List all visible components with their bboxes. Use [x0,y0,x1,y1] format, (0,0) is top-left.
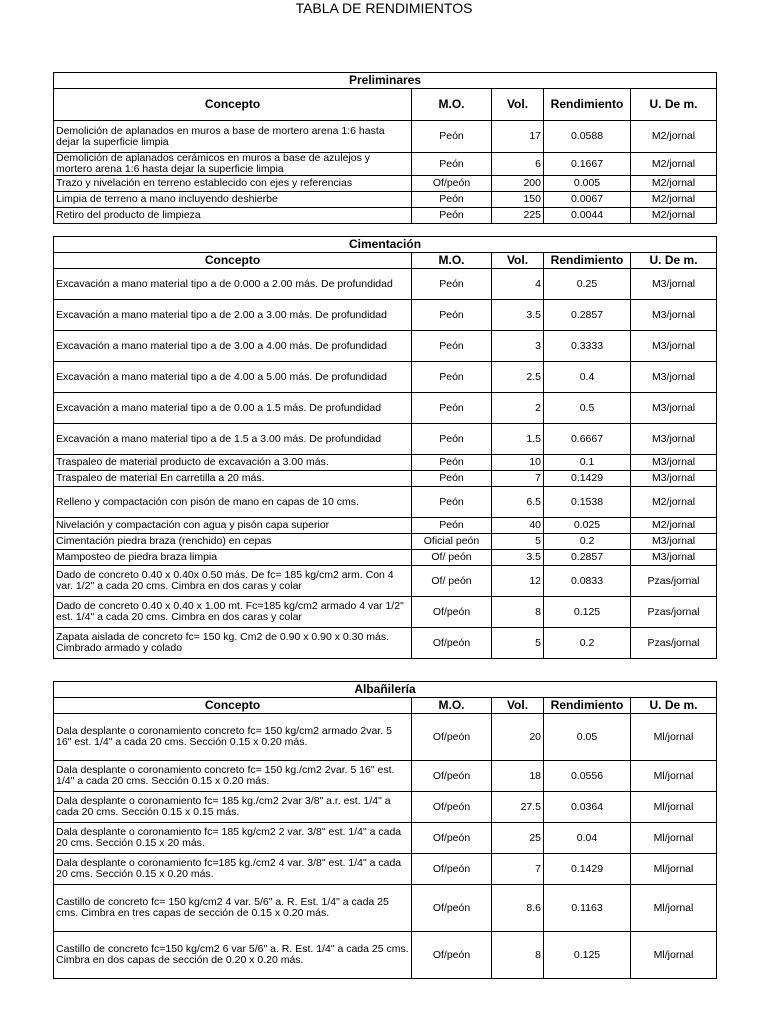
table-row [54,176,717,192]
concepto-cell: Zapata aislada de concreto fc= 150 kg. Cm2 de 0.90 x 0.90 x 0.30 más. Cimbrado armado y colado [54,628,412,659]
concepto-cell: Traspaleo de material En carretilla a 20 más. [54,471,412,487]
table-row [54,566,717,597]
um-cell: M3/jornal [631,550,717,566]
vol-cell: 3.5 [492,550,544,566]
um-cell: M3/jornal [631,455,717,471]
concepto-cell: Excavación a mano material tipo a de 2.00 a 3.00 más. De profundidad [54,300,412,331]
table-row [54,393,717,424]
um-cell: Ml/jornal [631,761,717,792]
concepto-cell: Dala desplante o coronamiento fc= 185 kg/cm2 2 var. 3/8" est. 1/4" a cada 20 cms. Sección 0.15 x 20 más. [54,823,412,854]
um-cell: Ml/jornal [631,885,717,932]
rendimiento-cell: 0.0044 [544,208,631,224]
header-concepto: Concepto [54,253,412,269]
header-mo: M.O. [412,89,492,121]
header-vol: Vol. [492,253,544,269]
table-row [54,597,717,628]
vol-cell: 12 [492,566,544,597]
concepto-cell: Dado de concreto 0.40 x 0.40x 0.50 más. De fc= 185 kg/cm2 arm. Con 4 var. 1/2" a cada 20 cms. Cimbra en dos caras y colar [54,566,412,597]
vol-cell: 2 [492,393,544,424]
table-row [54,121,717,153]
table-row [54,424,717,455]
vol-cell: 8.6 [492,885,544,932]
rendimiento-cell: 0.2857 [544,550,631,566]
mo-cell: Peón [412,300,492,331]
vol-cell: 3 [492,331,544,362]
section-title: Cimentación [54,237,717,253]
um-cell: Ml/jornal [631,823,717,854]
concepto-cell: Excavación a mano material tipo a de 1.5 a 3.00 más. De profundidad [54,424,412,455]
concepto-cell: Demolición de aplanados en muros a base de mortero arena 1:6 hasta dejar la superficie limpia [54,121,412,153]
header-vol: Vol. [492,89,544,121]
concepto-cell: Dala desplante o coronamiento concreto fc= 150 kg./cm2 2var. 5 16" est. 1/4" a cada 20 cms. Sección 0.15 x 0.20 más. [54,761,412,792]
rendimiento-cell: 0.1163 [544,885,631,932]
header-rendimiento: Rendimiento [544,89,631,121]
mo-cell: Peón [412,269,492,300]
header-rendimiento: Rendimiento [544,253,631,269]
table-row [54,761,717,792]
rendimiento-cell: 0.125 [544,932,631,979]
um-cell: M2/jornal [631,208,717,224]
mo-cell: Oficial peón [412,534,492,550]
um-cell: Ml/jornal [631,932,717,979]
vol-cell: 4 [492,269,544,300]
mo-cell: Peón [412,424,492,455]
um-cell: Pzas/jornal [631,628,717,659]
concepto-cell: Castillo de concreto fc= 150 kg/cm2 4 var. 5/6" a. R. Est. 1/4" a cada 25 cms. Cimbra en tres capas de sección de 0.15 x 0.20 más. [54,885,412,932]
rendimiento-cell: 0.6667 [544,424,631,455]
um-cell: M3/jornal [631,534,717,550]
mo-cell: Peón [412,153,492,176]
um-cell: M3/jornal [631,331,717,362]
rendimiento-cell: 0.0364 [544,792,631,823]
rendimiento-cell: 0.125 [544,597,631,628]
concepto-cell: Limpia de terreno a mano incluyendo deshierbe [54,192,412,208]
um-cell: Ml/jornal [631,854,717,885]
vol-cell: 5 [492,628,544,659]
table-row [54,932,717,979]
concepto-cell: Dala desplante o coronamiento fc=185 kg./cm2 4 var. 3/8" est. 1/4" a cada 20 cms. Sección 0.15 x 0.20 más. [54,854,412,885]
rendimiento-cell: 0.4 [544,362,631,393]
rendimiento-cell: 0.2 [544,534,631,550]
um-cell: M3/jornal [631,471,717,487]
table-row [54,792,717,823]
rendimiento-cell: 0.05 [544,714,631,761]
table-row [54,885,717,932]
mo-cell: Of/peón [412,932,492,979]
header-concepto: Concepto [54,89,412,121]
header-vol: Vol. [492,698,544,714]
header-concepto: Concepto [54,698,412,714]
vol-cell: 5 [492,534,544,550]
rendimiento-cell: 0.1 [544,455,631,471]
table-row [54,714,717,761]
column-header-row [54,253,717,269]
mo-cell: Of/peón [412,823,492,854]
table-row [54,362,717,393]
vol-cell: 6.5 [492,487,544,518]
vol-cell: 7 [492,471,544,487]
table-row [54,331,717,362]
mo-cell: Of/peón [412,761,492,792]
vol-cell: 2.5 [492,362,544,393]
mo-cell: Of/peón [412,885,492,932]
table-row [54,487,717,518]
concepto-cell: Dala desplante o coronamiento concreto fc= 150 kg/cm2 armado 2var. 5 16" est. 1/4" a cada 20 cms. Sección 0.15 x 0.20 más. [54,714,412,761]
vol-cell: 27.5 [492,792,544,823]
table-row [54,455,717,471]
rendimiento-cell: 0.5 [544,393,631,424]
rendimiento-cell: 0.2857 [544,300,631,331]
rendimiento-cell: 0.1429 [544,854,631,885]
mo-cell: Peón [412,331,492,362]
mo-cell: Peón [412,455,492,471]
header-um: U. De m. [631,89,717,121]
rendimiento-cell: 0.1667 [544,153,631,176]
um-cell: M2/jornal [631,176,717,192]
rendimiento-cell: 0.04 [544,823,631,854]
mo-cell: Of/peón [412,597,492,628]
um-cell: M2/jornal [631,487,717,518]
vol-cell: 225 [492,208,544,224]
mo-cell: Peón [412,192,492,208]
table-row [54,823,717,854]
vol-cell: 8 [492,597,544,628]
um-cell: Pzas/jornal [631,566,717,597]
concepto-cell: Castillo de concreto fc=150 kg/cm2 6 var 5/6" a. R. Est. 1/4" a cada 25 cms. Cimbra en dos capas de sección de 0.20 x 0.20 más. [54,932,412,979]
um-cell: M2/jornal [631,518,717,534]
um-cell: M2/jornal [631,153,717,176]
mo-cell: Of/peón [412,854,492,885]
mo-cell: Of/peón [412,714,492,761]
header-mo: M.O. [412,698,492,714]
table-row [54,192,717,208]
mo-cell: Of/ peón [412,566,492,597]
concepto-cell: Excavación a mano material tipo a de 0.000 a 2.00 más. De profundidad [54,269,412,300]
vol-cell: 6 [492,153,544,176]
column-header-row [54,89,717,121]
table-row [54,534,717,550]
concepto-cell: Retiro del producto de limpieza [54,208,412,224]
concepto-cell: Relleno y compactación con pisón de mano en capas de 10 cms. [54,487,412,518]
vol-cell: 3.5 [492,300,544,331]
um-cell: M3/jornal [631,393,717,424]
section-title: Albañilería [54,682,717,698]
rendimiento-cell: 0.25 [544,269,631,300]
table-row [54,471,717,487]
header-um: U. De m. [631,698,717,714]
mo-cell: Peón [412,487,492,518]
mo-cell: Of/peón [412,792,492,823]
um-cell: M3/jornal [631,362,717,393]
column-header-row [54,698,717,714]
table-row [54,208,717,224]
page-title: TABLA DE RENDIMIENTOS [295,0,473,16]
mo-cell: Peón [412,208,492,224]
um-cell: M3/jornal [631,424,717,455]
table-row [54,300,717,331]
vol-cell: 8 [492,932,544,979]
concepto-cell: Excavación a mano material tipo a de 3.00 a 4.00 más. De profundidad [54,331,412,362]
rendimiento-cell: 0.005 [544,176,631,192]
mo-cell: Of/ peón [412,550,492,566]
rendimiento-cell: 0.0067 [544,192,631,208]
vol-cell: 10 [492,455,544,471]
mo-cell: Of/peón [412,176,492,192]
concepto-cell: Dala desplante o coronamiento fc= 185 kg./cm2 2var 3/8" a.r. est. 1/4" a cada 20 cms. Sección 0.15 x 0.15 más. [54,792,412,823]
um-cell: M2/jornal [631,121,717,153]
section-title: Preliminares [54,73,717,89]
rendimiento-cell: 0.0833 [544,566,631,597]
rendimiento-cell: 0.3333 [544,331,631,362]
um-cell: Ml/jornal [631,792,717,823]
um-cell: M3/jornal [631,269,717,300]
vol-cell: 25 [492,823,544,854]
concepto-cell: Dado de concreto 0.40 x 0.40 x 1.00 mt. Fc=185 kg/cm2 armado 4 var 1/2" est. 1/4" a cada 20 cms. Cimbra en dos caras y colar [54,597,412,628]
vol-cell: 20 [492,714,544,761]
header-mo: M.O. [412,253,492,269]
concepto-cell: Mamposteo de piedra braza limpia [54,550,412,566]
header-rendimiento: Rendimiento [544,698,631,714]
rendimiento-cell: 0.1429 [544,471,631,487]
mo-cell: Peón [412,121,492,153]
um-cell: Ml/jornal [631,714,717,761]
concepto-cell: Demolición de aplanados cerámicos en muros a base de azulejos y mortero arena 1:6 hasta dejar la superficie limpia [54,153,412,176]
rendimiento-cell: 0.2 [544,628,631,659]
mo-cell: Peón [412,471,492,487]
vol-cell: 40 [492,518,544,534]
um-cell: M2/jornal [631,192,717,208]
table-row [54,269,717,300]
vol-cell: 7 [492,854,544,885]
header-um: U. De m. [631,253,717,269]
concepto-cell: Trazo y nivelación en terreno establecido con ejes y referencias [54,176,412,192]
table-row [54,628,717,659]
rendimiento-cell: 0.025 [544,518,631,534]
rendimiento-cell: 0.0556 [544,761,631,792]
concepto-cell: Nivelación y compactación con agua y pisón capa superior [54,518,412,534]
concepto-cell: Excavación a mano material tipo a de 4.00 a 5.00 más. De profundidad [54,362,412,393]
concepto-cell: Excavación a mano material tipo a de 0.00 a 1.5 más. De profundidad [54,393,412,424]
vol-cell: 200 [492,176,544,192]
mo-cell: Of/peón [412,628,492,659]
concepto-cell: Traspaleo de material producto de excavación a 3.00 más. [54,455,412,471]
albanileria-table [53,681,717,979]
section-title-row [54,682,717,698]
mo-cell: Peón [412,393,492,424]
table-row [54,518,717,534]
concepto-cell: Cimentación piedra braza (renchido) en cepas [54,534,412,550]
table-row [54,153,717,176]
vol-cell: 1.5 [492,424,544,455]
um-cell: Pzas/jornal [631,597,717,628]
rendimiento-cell: 0.1538 [544,487,631,518]
mo-cell: Peón [412,362,492,393]
section-title-row [54,237,717,253]
table-row [54,550,717,566]
mo-cell: Peón [412,518,492,534]
vol-cell: 18 [492,761,544,792]
rendimiento-cell: 0.0588 [544,121,631,153]
um-cell: M3/jornal [631,300,717,331]
preliminares-table [53,72,717,224]
vol-cell: 17 [492,121,544,153]
cimentacion-table [53,236,717,659]
table-row [54,854,717,885]
vol-cell: 150 [492,192,544,208]
section-title-row [54,73,717,89]
